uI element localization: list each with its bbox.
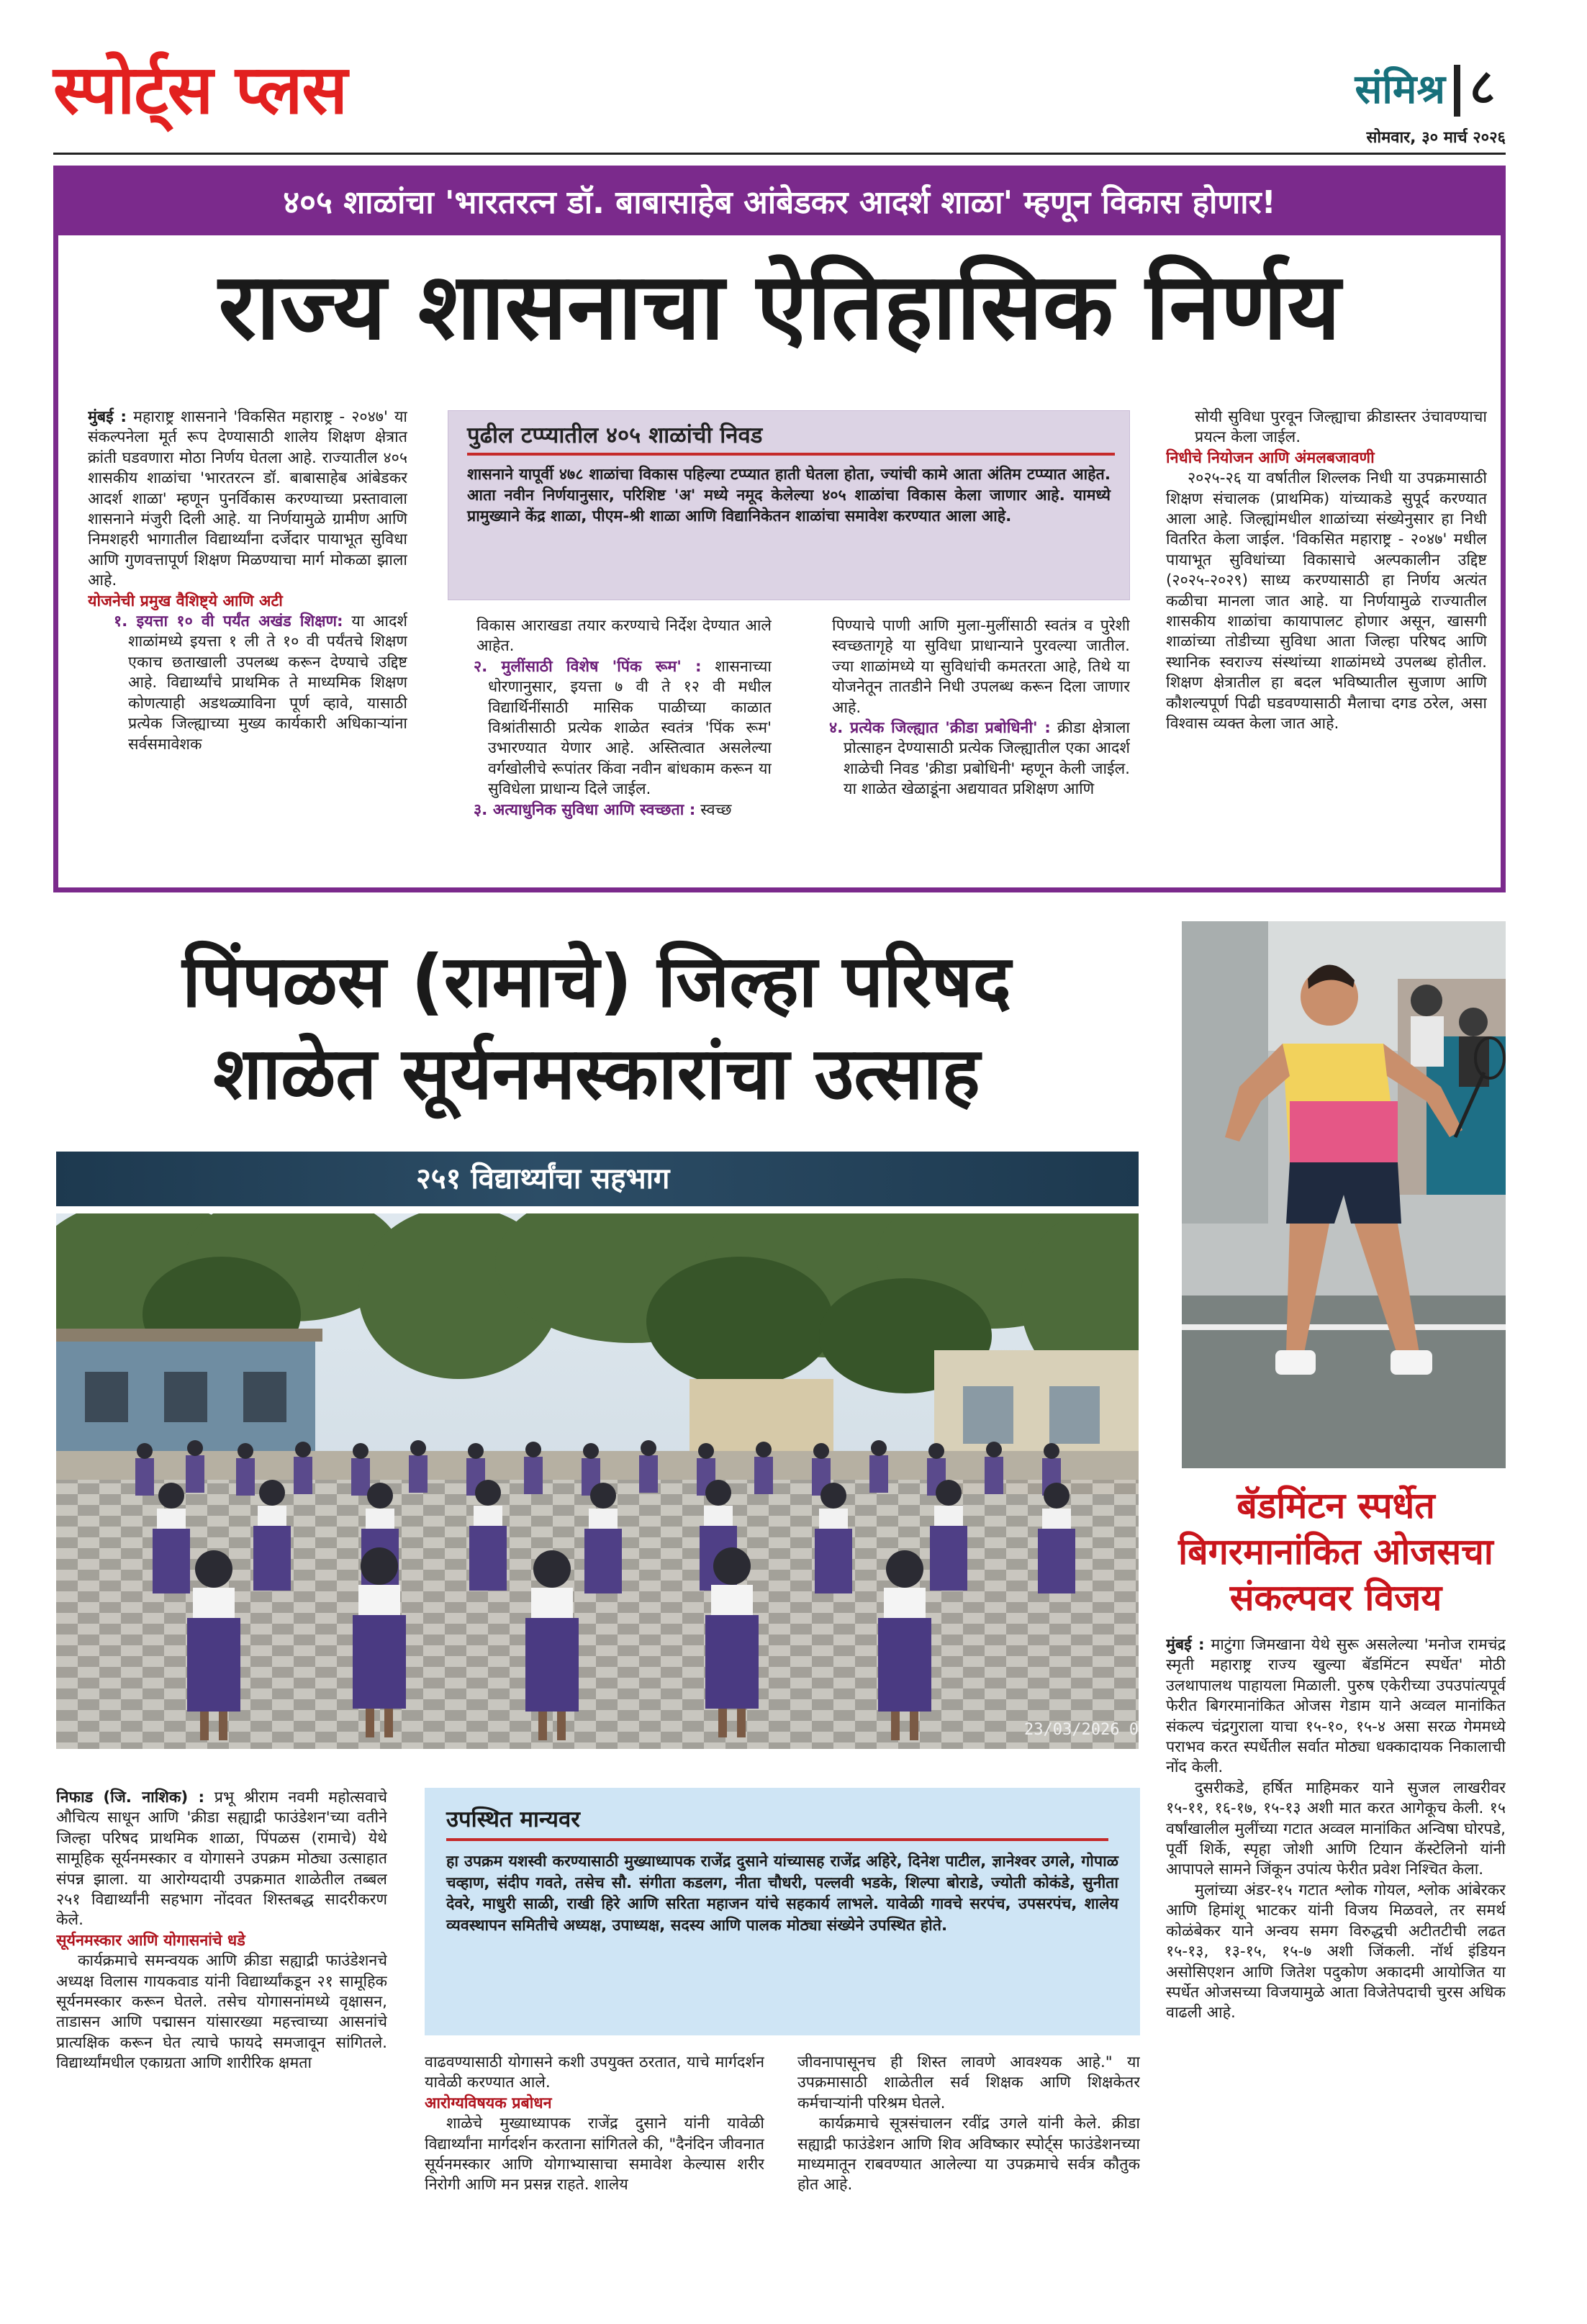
story2-column-3 bbox=[797, 2053, 1140, 2319]
story1-item-3-label: ३. अत्याधुनिक सुविधा आणि स्वच्छता : bbox=[474, 800, 696, 819]
story1-item-4-label: ४. प्रत्येक जिल्ह्यात 'क्रीडा प्रबोधिनी' : bbox=[829, 719, 1051, 738]
story1-column-1 bbox=[88, 407, 407, 874]
story1-item-1-label: १. इयत्ता १० वी पर्यंत अखंड शिक्षण: bbox=[114, 612, 343, 631]
story1-column-2 bbox=[448, 616, 772, 874]
story1-col3-text: पिण्याचे पाणी आणि मुला-मुलींसाठी स्वतंत्र व पुरेशी स्वच्छतागृहे या सुविधा प्राधान्याने पुरवल्या जातील. ज्या शाळांमध्ये या सुविधांची कमतरता आहे, तिथे या योजनेतून तातडीने निधी उपलब्ध करून दिला जाणार आहे. bbox=[832, 617, 1130, 717]
story3-para-1: माटुंगा जिमखाना येथे सुरू असलेल्या 'मनोज रामचंद्र स्मृती महाराष्ट्र राज्य खुल्या बॅडमिंटन स्पर्धेत' मोठी उलथापालथ पाहायला मिळाली. पुरुष एकेरीच्या उपउपांत्यपूर्व फेरीत बिगरमानांकित ओजस गेडाम याने अव्वल मानांकित संकल्प चंद्रगुराला याचा १५-१०, १५-४ असा सरळ गेममध्ये पराभव करत स्पर्धेतील सर्वात मोठ्या धक्कादायक निकालाची नोंद केली. bbox=[1166, 1636, 1506, 1777]
story1-subhead-1: योजनेची प्रमुख वैशिष्ट्ये आणि अटी bbox=[88, 592, 283, 610]
story1-col4-text-2: २०२५-२६ या वर्षातील शिल्लक निधी या उपक्रमासाठी शिक्षण संचालक (प्राथमिक) यांच्याकडे सुपूर्द करण्यात आला आहे. जिल्ह्यांमधील शाळांच्या संख्येनुसार हा निधी वितरित केला जाईल. 'विकसित महाराष्ट्र - २०४७' मधील पायाभूत सुविधांच्या विकासाचे अल्पकालीन उद्दिष्ट (२०२५-२०२९) साध्य करण्यासाठी हा निर्णय अत्यंत कळीचा मानला जात आहे. या निर्णयामुळे राज्यातील शासकीय शाळांचा कायापालट होणार असून, खासगी शाळांच्या तोडीच्या सुविधा आता जिल्हा परिषद आणि स्थानिक स्वराज्य संस्थांच्या शाळांमध्ये उपलब्ध होतील. शिक्षण क्षेत्रातील हा बदल भविष्यातील सुजाण आणि कौशल्यपूर्ण पिढी घडवण्यासाठी मैलाचा दगड ठरेल, असा विश्वास व्यक्त केला जात आहे. bbox=[1166, 469, 1487, 733]
story3-para-3: मुलांच्या अंडर-१५ गटात श्लोक गोयल, श्लोक आंबेरकर आणि हिमांशू भाटकर यांनी विजय मिळवले, तर समर्थ कोळंबेकर याने अन्वय समग विरुद्धची अटीतटीची लढत १५-१३, १३-१५, १५-७ अशी जिंकली. नॉर्थ इंडियन असोसिएशन आणि जितेश पदुकोण अकादमी आयोजित या स्पर्धेत ओजसच्या विजयामुळे आता विजेतेपदाची चुरस अधिक वाढली आहे. bbox=[1166, 1881, 1506, 2022]
page-number: ८ bbox=[1470, 59, 1496, 116]
story1-column-3 bbox=[803, 616, 1130, 874]
dignitaries-box bbox=[425, 1788, 1140, 2035]
story1-dateline: मुंबई : bbox=[88, 408, 127, 426]
story2-para-1: प्रभू श्रीराम नवमी महोत्सवाचे औचित्य साधून आणि 'क्रीडा सह्याद्री फाउंडेशन'च्या वतीने जिल्हा परिषद प्राथमिक शाळा, पिंपळस (रामाचे) येथे सामूहिक सूर्यनमस्कार व योगासने उपक्रम मोठ्या उत्साहात संपन्न झाला. या आरोग्यदायी उपक्रमात शाळेतील तब्बल २५१ विद्यार्थ्यांनी सहभाग नोंदवत शिस्तबद्ध सादरीकरण केले. bbox=[56, 1789, 387, 1930]
masthead-title: स्पोर्ट्स प्लस bbox=[53, 51, 347, 130]
story1-kicker bbox=[58, 171, 1501, 235]
story3-column bbox=[1166, 1635, 1506, 2319]
story2-strap-text: २५१ विद्यार्थ्यांचा सहभाग bbox=[416, 1162, 670, 1195]
story1-box-title: पुढील टप्प्यातील ४०५ शाळांची निवड bbox=[467, 422, 763, 448]
story3-dateline: मुंबई : bbox=[1166, 1636, 1205, 1654]
story2-headline-line-2: शाळेत सूर्यनमस्कारांचा उत्साह bbox=[213, 1031, 980, 1116]
story2-dateline: निफाड (जि. नाशिक) : bbox=[56, 1789, 205, 1807]
story1-item-3-text: स्वच्छ bbox=[700, 800, 732, 819]
story2-col3-text-2: कार्यक्रमाचे सूत्रसंचालन रवींद्र उगले यांनी केले. क्रीडा सह्याद्री फाउंडेशन आणि शिव अविष्कार स्पोर्ट्स फाउंडेशनच्या माध्यमातून राबवण्यात आलेल्या या उपक्रमाचे सर्वत्र कौतुक होत आहे. bbox=[797, 2115, 1140, 2194]
dignitaries-box-title: उपस्थित मान्यवर bbox=[446, 1807, 580, 1832]
story1-item-1-text: या आदर्श शाळांमध्ये इयत्ता १ ली ते १० वी पर्यंतचे शिक्षण एकाच छताखाली उपलब्ध करून देण्याचे उद्दिष्ट आहे. विद्यार्थ्यांचे प्राथमिक ते माध्यमिक शिक्षण कोणत्याही अडथळ्याविना पूर्ण व्हावे, यासाठी प्रत्येक जिल्ह्याच्या मुख्य कार्यकारी अधिकाऱ्यांना सर्वसमावेशक bbox=[128, 612, 407, 754]
story1-box-text: शासनाने यापूर्वी ४७८ शाळांचा विकास पहिल्या टप्प्यात हाती घेतला होता, ज्यांची कामे आता अंतिम टप्प्यात आहेत. आता नवीन निर्णयानुसार, परिशिष्ट 'अ' मध्ये नमूद केलेल्या ४०५ शाळांचा विकास केला जाणार आहे. यामध्ये प्रामुख्याने केंद्र शाळा, पीएम-श्री शाळा आणि विद्यानिकेतन शाळांचा समावेश करण्यात आला आहे. bbox=[467, 466, 1111, 525]
page-date: सोमवार, ३० मार्च २०२६ bbox=[1366, 129, 1506, 147]
photo-timestamp: 23/03/2026 0 bbox=[1024, 1721, 1139, 1739]
story2-subhead-2: आरोग्यविषयक प्रबोधन bbox=[425, 2094, 552, 2112]
story3-headline-1: बॅडमिंटन स्पर्धेत bbox=[1236, 1485, 1435, 1527]
story2-subhead-1: सूर्यनमस्कार आणि योगासनांचे धडे bbox=[56, 1931, 245, 1950]
story1-col4-text: सोयी सुविधा पुरवून जिल्ह्याचा क्रीडास्तर उंचावण्याचा प्रयत्न केला जाईल. bbox=[1195, 408, 1487, 447]
masthead-divider bbox=[1454, 65, 1460, 117]
story1-item-4-text: क्रीडा क्षेत्राला प्रोत्साहन देण्यासाठी प्रत्येक जिल्ह्यातील एका आदर्श शाळेची निवड 'क्रीडा प्रबोधिनी' म्हणून केली जाईल. या शाळेत खेळाडूंना अद्ययावत प्रशिक्षण आणि bbox=[844, 719, 1130, 799]
story1-highlight-box bbox=[448, 410, 1130, 600]
story2-col2-text-2: शाळेचे मुख्याध्यापक राजेंद्र दुसाने यांनी यावेळी विद्यार्थ्यांना मार्गदर्शन करताना सांगितले की, "दैनंदिन जीवनात सूर्यनमस्कार आणि योगाभ्यासाचा समावेश केल्यास शरीर निरोगी आणि मन प्रसन्न राहते. शालेय bbox=[425, 2115, 764, 2194]
suryanamaskar-photo bbox=[56, 1213, 1139, 1749]
story2-col3-text: जीवनापासूनच ही शिस्त लावणे आवश्यक आहे." या उपक्रमासाठी शाळेतील सर्व शिक्षक आणि शिक्षकेतर कर्मचाऱ्यांनी परिश्रम घेतले. bbox=[797, 2053, 1140, 2112]
dignitaries-box-text: हा उपक्रम यशस्वी करण्यासाठी मुख्याध्यापक राजेंद्र दुसाने यांच्यासह राजेंद्र अहिरे, दिनेश पाटील, ज्ञानेश्वर उगले, गोपाळ चव्हाण, संदीप गवते, तसेच सौ. संगीता कडलग, नीता चौधरी, पल्लवी भडके, शिल्पा बोराडे, ज्योती कोकंडे, सुनीता देवरे, माधुरी साळी, राखी हिरे आणि सरिता महाजन यांचे सहकार्य लाभले. यावेळी गावचे सरपंच, उपसरपंच, शालेय व्यवस्थापन समितीचे अध्यक्ष, उपाध्यक्ष, सदस्य आणि पालक मोठ्या संख्येने उपस्थित होते. bbox=[446, 1853, 1118, 1935]
masthead-rule bbox=[53, 153, 1506, 155]
story2-para-2: कार्यक्रमाचे समन्वयक आणि क्रीडा सह्याद्री फाउंडेशनचे अध्यक्ष विलास गायकवाड यांनी विद्यार्थ्यांकडून २१ सामूहिक सूर्यनमस्कार करून घेतले. तसेच योगासनांमध्ये वृक्षासन, ताडासन आणि पद्मासन यांसारख्या महत्त्वाच्या आसनांचे प्रात्यक्षिक करून घेत त्याचे फायदे समजावून सांगितले. विद्यार्थ्यांमधील एकाग्रता आणि शारीरिक क्षमता bbox=[56, 1952, 387, 2073]
story2-col2-text: वाढवण्यासाठी योगासने कशी उपयुक्त ठरतात, याचे मार्गदर्शन यावेळी करण्यात आले. bbox=[425, 2053, 764, 2092]
story1-kicker-text: ४०५ शाळांचा 'भारतरत्न डॉ. बाबासाहेब आंबेडकर आदर्श शाळा' म्हणून विकास होणार! bbox=[283, 184, 1276, 221]
story1-column-4 bbox=[1166, 407, 1487, 874]
story1-item-2-label: २. मुलींसाठी विशेष 'पिंक रूम' : bbox=[474, 657, 702, 676]
story2-strap bbox=[56, 1152, 1139, 1206]
story1-headline: राज्य शासनाचा ऐतिहासिक निर्णय bbox=[218, 253, 1341, 361]
badminton-player-photo bbox=[1182, 921, 1506, 1468]
story2-column-2 bbox=[425, 2053, 764, 2319]
story1-para-1: महाराष्ट्र शासनाने 'विकसित महाराष्ट्र - २०४७' या संकल्पनेला मूर्त रूप देण्यासाठी शालेय शिक्षण क्षेत्रात क्रांती घडवणारा मोठा निर्णय घेतला आहे. राज्यातील ४०५ शासकीय शाळांचा 'भारतरत्न डॉ. बाबासाहेब आंबेडकर आदर्श शाळा' म्हणून पुनर्विकास करण्याच्या प्रस्तावाला शासनाने मंजुरी दिली आहे. या निर्णयामुळे ग्रामीण आणि निमशहरी भागातील विद्यार्थ्यांना दर्जेदार पायाभूत सुविधा आणि गुणवत्तापूर्ण शिक्षण मिळण्याचा मार्ग मोकळा झाला आहे. bbox=[88, 408, 407, 590]
story2-headline-line-1: पिंपळस (रामाचे) जिल्हा परिषद bbox=[182, 939, 1011, 1023]
story3-headline-2: बिगरमानांकित ओजसचा bbox=[1178, 1531, 1493, 1573]
story3-para-2: दुसरीकडे, हर्षित माहिमकर याने सुजल लाखरीवर १५-११, १६-१७, १५-१३ अशी मात करत आगेकूच केली. १५ वर्षांखालील मुलींच्या गटात अव्वल मानांकित अन्विषा घोरपडे, पूर्वी शिर्के, स्पृहा जोशी आणि टियान कॅस्टेलिनो यांनी आपापले सामने जिंकून उपांत्य फेरीत प्रवेश निश्चित केला. bbox=[1166, 1778, 1506, 1879]
story1-item-2-text: शासनाच्या धोरणानुसार, इयत्ता ७ वी ते १२ वी मधील विद्यार्थिनींसाठी मासिक पाळीच्या काळात विश्रांतीसाठी प्रत्येक शाळेत स्वतंत्र 'पिंक रूम' उभारण्यात येणार आहे. अस्तित्वात असलेल्या वर्गखोलीचे रूपांतर किंवा नवीन बांधकाम करून या सुविधेला प्राधान्य दिले जाईल. bbox=[488, 657, 772, 799]
dignitaries-box-rule bbox=[446, 1838, 1108, 1841]
story1-col2-text: विकास आराखडा तयार करण्याचे निर्देश देण्यात आले आहेत. bbox=[476, 617, 772, 656]
story1-box-rule bbox=[467, 453, 1115, 456]
story3-headline-3: संकल्पवर विजय bbox=[1229, 1577, 1442, 1619]
story2-column-1 bbox=[56, 1788, 387, 2320]
section-name: संमिश्र bbox=[1355, 66, 1445, 113]
story1-subhead-2: निधीचे नियोजन आणि अंमलबजावणी bbox=[1166, 448, 1375, 467]
